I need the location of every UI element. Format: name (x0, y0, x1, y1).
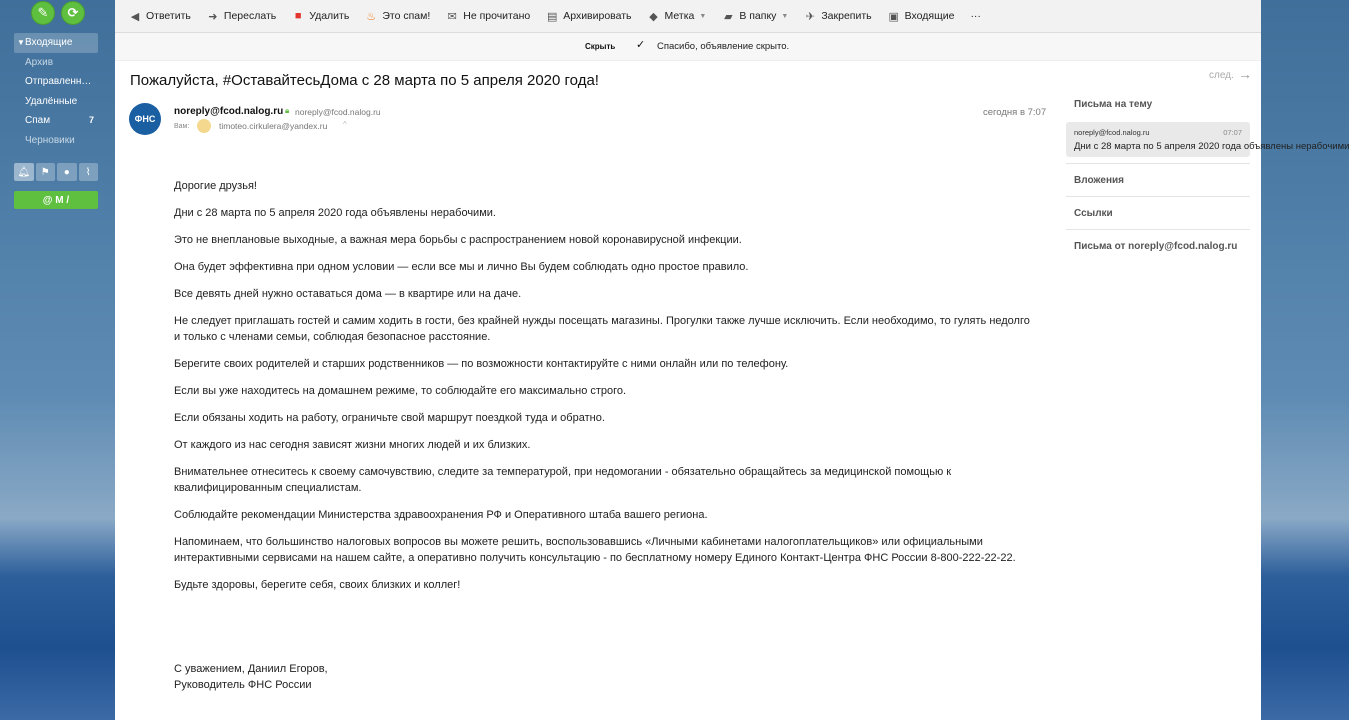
reply-icon: ◀ (130, 10, 140, 23)
flag-icon: ⚑ (40, 166, 50, 178)
inbox-label: Входящие (904, 10, 955, 22)
body-paragraph: Все девять дней нужно оставаться дома — в квартире или на даче. (174, 288, 522, 300)
folder-label: Архив (25, 56, 54, 68)
thread-item-time: 07:07 (1223, 128, 1242, 137)
folder-label: Отправленн… (25, 76, 92, 87)
pin-button[interactable] (804, 10, 871, 23)
recipient-address[interactable]: timoteo.cirkulera@yandex.ru (219, 121, 328, 131)
dot-icon: ● (63, 166, 70, 178)
body-paragraph: Если обязаны ходить на работу, ограничьте свой маршрут поездкой туда и обратно. (174, 412, 605, 424)
folder-list (14, 33, 98, 150)
spam-count-badge: 7 (88, 115, 94, 125)
arrow-right-icon[interactable]: → (1238, 66, 1252, 82)
body-paragraph: Внимательнее отнеситесь к своему самочувствию, следите за температурой, при недомогании - обязательно обращайтесь за медицинской помощью к квалифицированным специалистам. (174, 466, 952, 494)
sender-avatar (129, 103, 161, 135)
right-panel (1066, 95, 1349, 262)
sender-messages-section[interactable]: Письма от noreply@fcod.nalog.ru (1066, 229, 1250, 262)
links-section[interactable]: Ссылки (1066, 196, 1250, 229)
caret-down-icon: ▼ (17, 38, 25, 47)
thread-item-subject: Дни с 28 марта по 5 апреля 2020 года объявлены нерабочими (1074, 141, 1349, 152)
spam-label: Это спам! (382, 10, 431, 22)
recipient-label: Вам: (174, 123, 190, 130)
forward-button[interactable] (207, 10, 276, 23)
message-signature (174, 661, 328, 693)
collector-label: @ M / (42, 194, 70, 206)
body-paragraph: Она будет эффективна при одном условии — если все мы и лично Вы будем соблюдать одно простое правило. (174, 261, 749, 273)
pin-icon: ✈ (805, 10, 815, 23)
spam-button[interactable] (365, 10, 430, 23)
compose-button[interactable] (31, 1, 55, 25)
avatar-text: ФНС (134, 114, 156, 124)
folder-label: Удалённые (25, 95, 78, 107)
toolbar (115, 0, 1261, 33)
chevron-down-icon: ▼ (699, 12, 707, 20)
body-paragraph: Если вы уже находитесь на домашнем режиме, то соблюдайте его максимально строго. (174, 385, 627, 397)
inbox-icon: ▣ (888, 10, 899, 23)
folder-icon: ▰ (724, 10, 733, 23)
label-button[interactable] (648, 10, 707, 23)
body-paragraph: Дни с 28 марта по 5 апреля 2020 года объявлены нерабочими. (174, 207, 496, 219)
paperclip-icon: ⌇ (85, 166, 91, 178)
thread-item-from: noreply@fcod.nalog.ru (1074, 128, 1150, 137)
recipient-avatar (197, 119, 211, 133)
folder-label: Входящие (25, 37, 73, 48)
folder-label: Спам (25, 115, 51, 126)
chevron-up-icon[interactable]: ^ (343, 120, 347, 129)
folder-sent[interactable] (14, 72, 98, 92)
body-paragraph: Дорогие друзья! (174, 180, 257, 192)
sender-name[interactable]: noreply@fcod.nalog.ru (174, 106, 284, 117)
archive-button[interactable] (546, 10, 631, 23)
signature-line: Руководитель ФНС России (174, 679, 312, 691)
body-paragraph: Напоминаем, что большинство налоговых вопросов вы можете решить, воспользовавшись «Личными кабинетами налогоплательщиков» или официальными интерактивными сервисами на нашем сайте, а оперативно получить консультацию - по бесплатному номеру Единого Контакт-Центра ФНС России 8-800-222-22-22. (174, 536, 1016, 564)
hide-ad-button[interactable]: Скрыть (585, 42, 616, 51)
body-paragraph: Это не внеплановые выходные, а важная мера борьбы с распространением новой коронавирусной инфекции. (174, 234, 742, 246)
label-label: Метка (664, 10, 695, 22)
thread-item[interactable] (1066, 122, 1349, 157)
unread-label: Не прочитано (463, 10, 531, 22)
reply-label: Ответить (146, 10, 191, 22)
trash-icon: ■ (294, 10, 302, 22)
reply-button[interactable] (129, 10, 191, 23)
attachments-section[interactable]: Вложения (1066, 163, 1250, 196)
envelope-icon: ✉ (447, 10, 457, 23)
ad-hidden-notice (115, 33, 1261, 61)
forward-label: Переслать (223, 10, 277, 22)
archive-icon: ▤ (547, 10, 558, 23)
fire-icon: ♨ (366, 10, 377, 23)
message-body (174, 178, 1034, 604)
inbox-button[interactable] (888, 10, 955, 23)
refresh-button[interactable] (61, 1, 85, 25)
filter-flagged[interactable] (36, 163, 56, 181)
delete-button[interactable] (292, 10, 349, 22)
mark-unread-button[interactable] (446, 10, 530, 23)
body-paragraph: Берегите своих родителей и старших родственников — по возможности контактируйте с ними онлайн или по телефону. (174, 358, 789, 370)
forward-icon: ➜ (208, 10, 218, 23)
body-paragraph: Будьте здоровы, берегите себя, своих близких и коллег! (174, 579, 461, 591)
compose-icon: ✎ (37, 5, 49, 20)
body-paragraph: Не следует приглашать гостей и самим ходить в гости, без крайней нужды посещать магазины. Прогулки также лучше исключить. Если необходимо, то гулять недолго и только с членами семьи, соблюдая безопасное расстояние. (174, 315, 1030, 343)
archive-label: Архивировать (563, 10, 632, 22)
left-sidebar (0, 0, 115, 720)
to-folder-label: В папку (739, 10, 777, 22)
message-date: сегодня в 7:07 (983, 107, 1047, 118)
sender-address: noreply@fcod.nalog.ru (295, 107, 381, 117)
quick-filters (14, 163, 98, 181)
lock-icon: 🔒︎ (285, 106, 290, 115)
filter-notifications[interactable] (14, 163, 34, 181)
body-paragraph: Соблюдайте рекомендации Министерства здравоохранения РФ и Оперативного штаба вашего региона. (174, 509, 708, 521)
folder-inbox[interactable] (14, 33, 98, 53)
next-message-link[interactable]: след. (1209, 70, 1234, 81)
sidebar-actions (31, 1, 85, 25)
main-pane (115, 0, 1349, 720)
bell-icon: 🔔︎ (17, 166, 31, 178)
more-icon: ··· (970, 10, 981, 22)
tag-icon: ◆ (649, 10, 658, 23)
folder-deleted[interactable] (14, 92, 98, 112)
check-icon: ✓ (636, 39, 646, 51)
chevron-down-icon: ▼ (781, 12, 789, 20)
notice-text: Спасибо, объявление скрыто. (657, 41, 790, 52)
message-subject: Пожалуйста, #ОставайтесьДома с 28 марта по 5 апреля 2020 года! (130, 72, 599, 89)
folder-archive[interactable] (14, 53, 98, 73)
folder-spam[interactable] (14, 111, 98, 131)
collector-button[interactable] (14, 191, 98, 209)
delete-label: Удалить (309, 10, 350, 22)
pin-label: Закрепить (821, 10, 872, 22)
folder-drafts[interactable] (14, 131, 98, 151)
folder-label: Черновики (25, 134, 75, 146)
body-paragraph: От каждого из нас сегодня зависят жизни многих людей и их близких. (174, 439, 531, 451)
more-button[interactable] (970, 10, 981, 22)
refresh-icon: ⟳ (67, 5, 79, 20)
filter-attachments[interactable] (79, 163, 99, 181)
filter-unread[interactable] (57, 163, 77, 181)
thread-heading: Письма на тему (1074, 99, 1153, 110)
move-to-folder-button[interactable] (722, 10, 788, 23)
signature-line: С уважением, Даниил Егоров, (174, 663, 328, 675)
